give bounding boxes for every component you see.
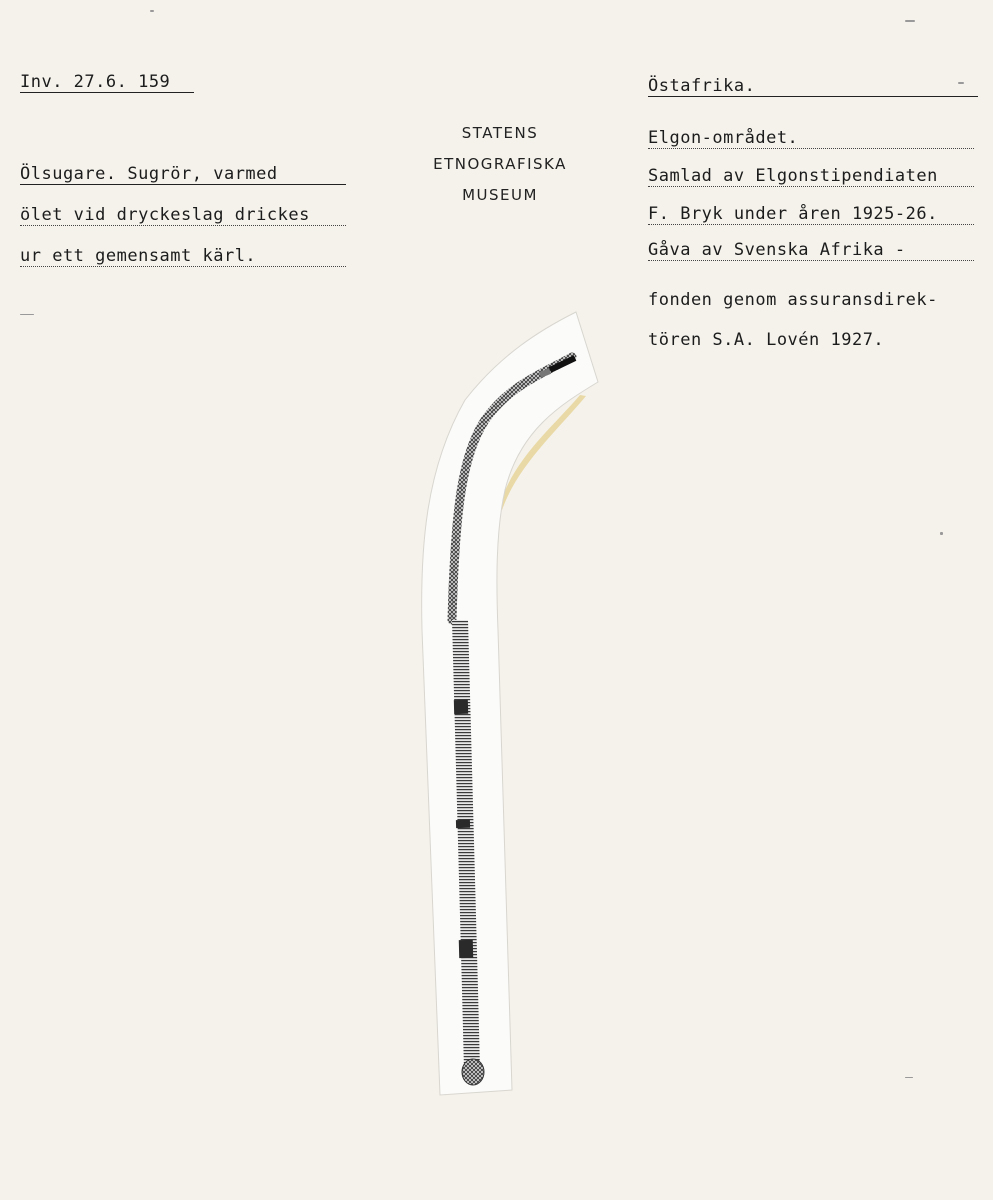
museum-line-1: STATENS (461, 124, 539, 142)
museum-line-2: ETNOGRAFISKA (433, 155, 567, 173)
inventory-number: Inv. 27.6. 159 (20, 72, 194, 93)
description-line-3: ur ett gemensamt kärl. (20, 246, 346, 267)
provenance-line-6: tören S.A. Lovén 1927. (648, 330, 885, 350)
region: Östafrika. (648, 76, 978, 97)
speck (940, 532, 943, 535)
museum-line-3: MUSEUM (462, 186, 538, 204)
provenance-line-3: F. Bryk under åren 1925-26. (648, 204, 974, 225)
provenance-line-4: Gåva av Svenska Afrika - (648, 240, 974, 261)
speck (150, 10, 154, 12)
speck (905, 1077, 913, 1078)
provenance-line-1: Elgon-området. (648, 128, 974, 149)
provenance-line-2: Samlad av Elgonstipendiaten (648, 166, 974, 187)
description-line-1: Ölsugare. Sugrör, varmed (20, 164, 346, 185)
speck (958, 82, 964, 84)
drinking-straw-photo (400, 300, 610, 1110)
speck (20, 314, 34, 315)
provenance-line-5: fonden genom assuransdirek- (648, 290, 938, 310)
museum-heading (405, 118, 595, 211)
speck (905, 20, 915, 22)
description-line-2: ölet vid dryckeslag drickes (20, 205, 346, 226)
